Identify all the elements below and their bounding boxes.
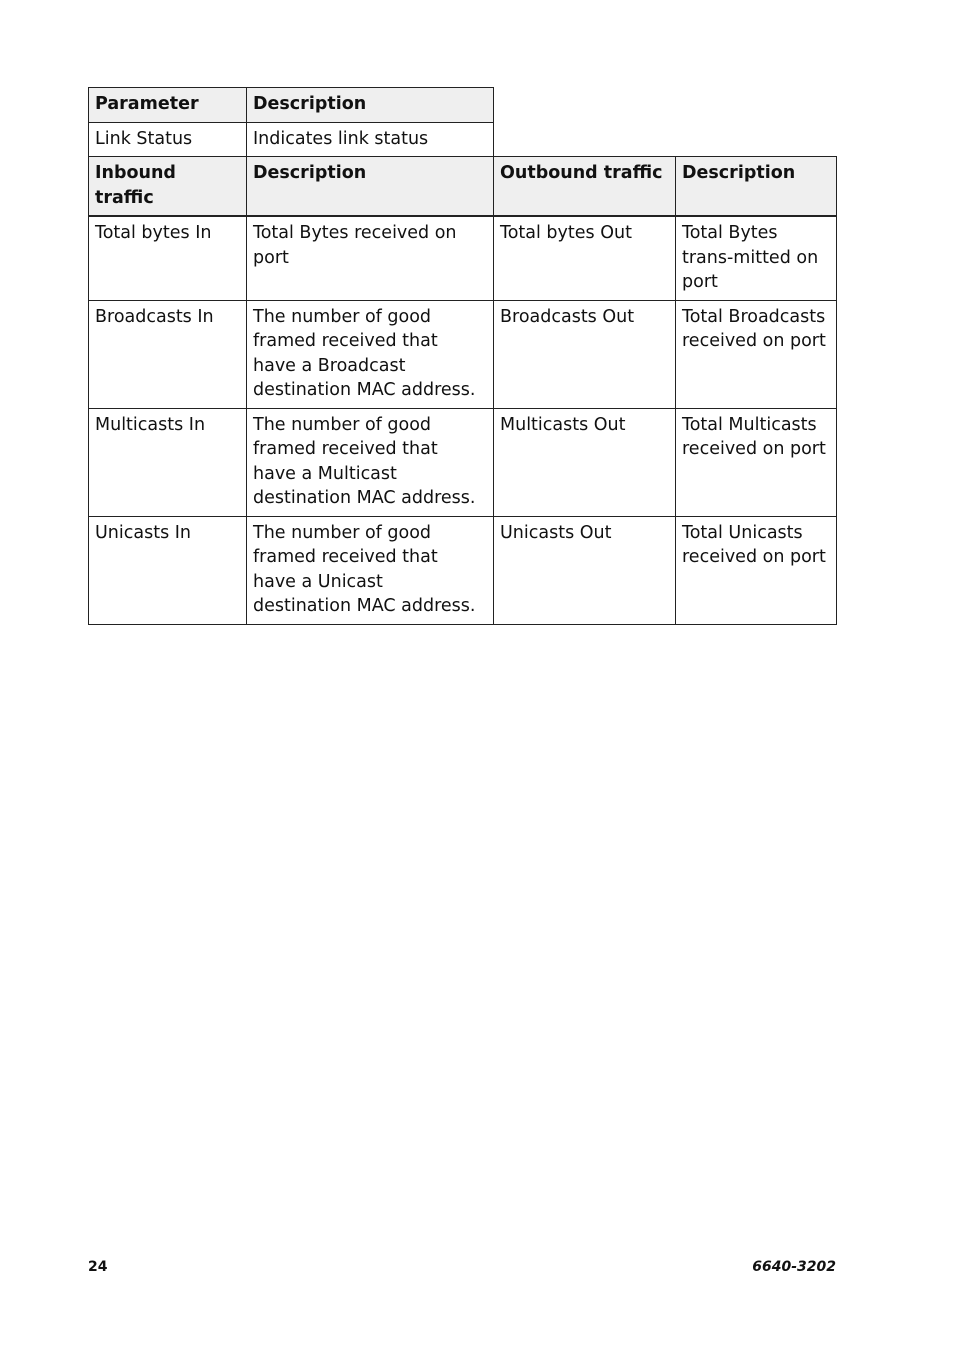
header-outbound-traffic: Outbound traffic — [494, 157, 676, 217]
header-inbound-description: Description — [247, 157, 494, 217]
table-row — [89, 516, 837, 624]
cell-inbound-desc: The number of good framed received that have a Unicast destination MAC address. — [247, 516, 494, 624]
parameter-header-row — [89, 88, 837, 123]
header-outbound-description: Description — [676, 157, 837, 217]
cell-outbound: Broadcasts Out — [494, 300, 676, 408]
cell-link-status-desc: Indicates link status — [247, 122, 494, 157]
cell-outbound-desc: Total Broadcasts received on port — [676, 300, 837, 408]
traffic-parameter-table — [88, 87, 837, 625]
cell-inbound: Multicasts In — [89, 408, 247, 516]
cell-outbound-desc: Total Multicasts received on port — [676, 408, 837, 516]
document-number: 6640-3202 — [752, 1259, 836, 1275]
cell-inbound-desc: Total Bytes received on port — [247, 216, 494, 300]
cell-inbound: Broadcasts In — [89, 300, 247, 408]
cell-outbound: Multicasts Out — [494, 408, 676, 516]
cell-inbound: Total bytes In — [89, 216, 247, 300]
cell-outbound-desc: Total Bytes trans-mitted on port — [676, 216, 837, 300]
header-inbound-traffic: Inbound traffic — [89, 157, 247, 217]
traffic-header-row — [89, 157, 837, 217]
page-number: 24 — [88, 1259, 108, 1275]
cell-inbound-desc: The number of good framed received that have a Broadcast destination MAC address. — [247, 300, 494, 408]
cell-outbound-desc: Total Unicasts received on port — [676, 516, 837, 624]
header-parameter: Parameter — [89, 88, 247, 123]
table-row — [89, 408, 837, 516]
table-row — [89, 300, 837, 408]
cell-link-status: Link Status — [89, 122, 247, 157]
link-status-row — [89, 122, 837, 157]
cell-outbound: Unicasts Out — [494, 516, 676, 624]
cell-outbound: Total bytes Out — [494, 216, 676, 300]
cell-inbound-desc: The number of good framed received that have a Multicast destination MAC address. — [247, 408, 494, 516]
header-description: Description — [247, 88, 494, 123]
cell-inbound: Unicasts In — [89, 516, 247, 624]
table-row — [89, 216, 837, 300]
